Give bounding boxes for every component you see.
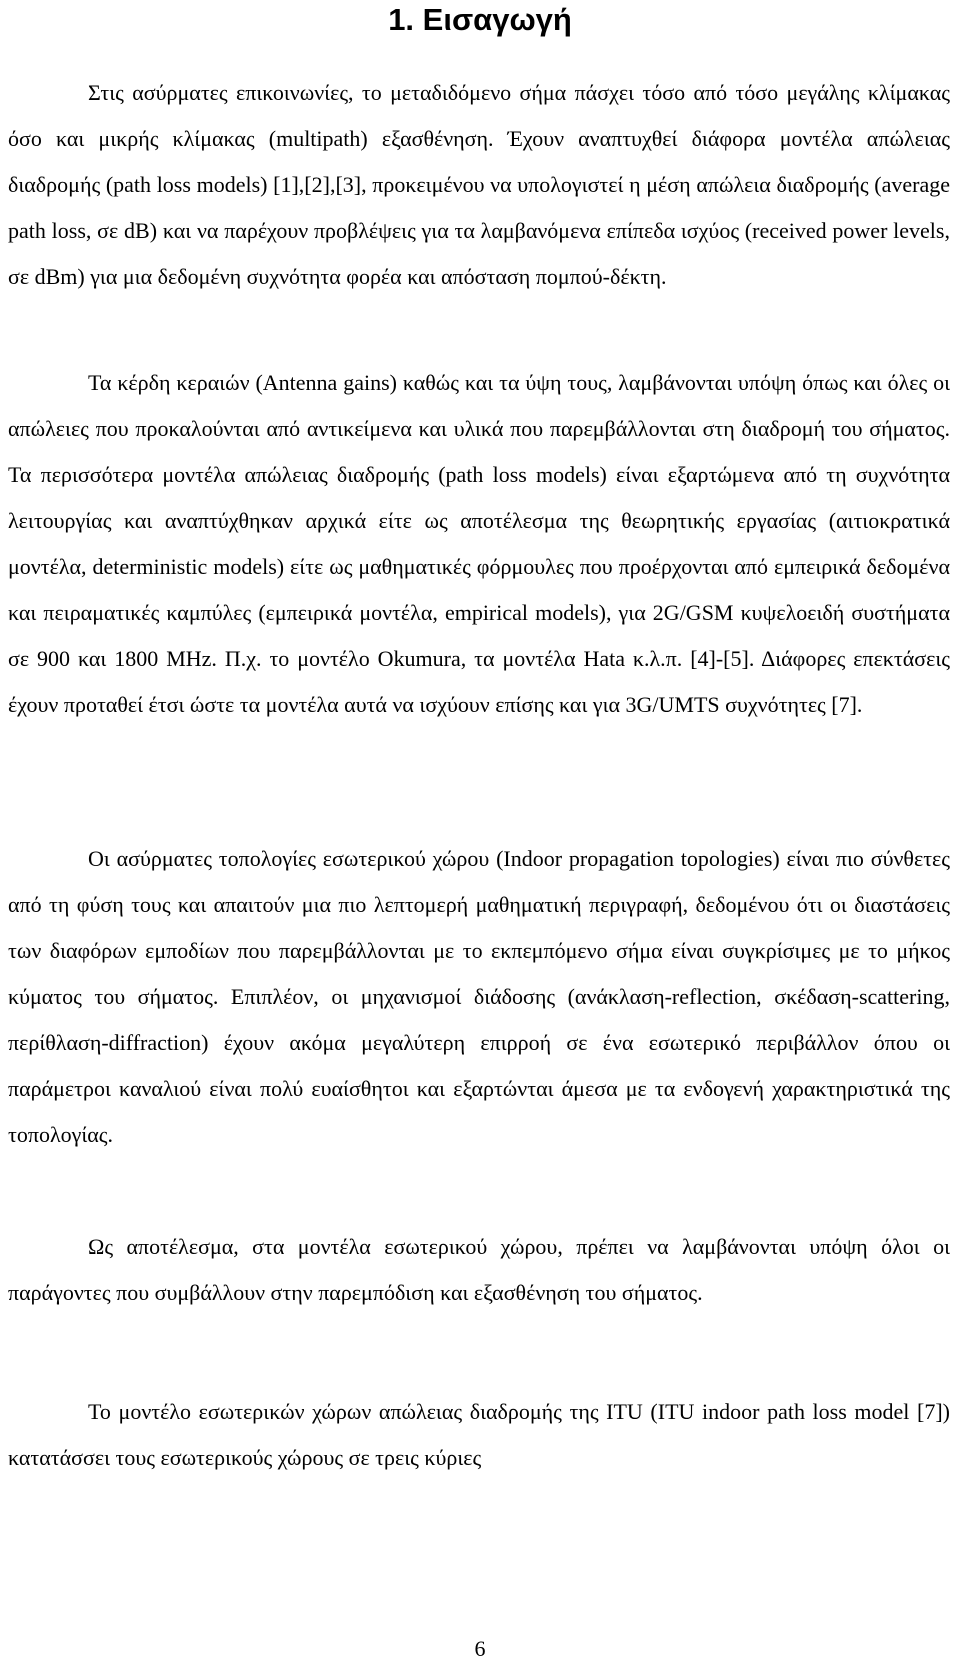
paragraph-indoor-topologies: Οι ασύρματες τοπολογίες εσωτερικού χώρου (Indoor propagation topologies) είναι πιο σύνθετες από τη φύση τους και απαιτούν μια πιο λεπτομερή μαθηματική περιγραφή, δεδομένου ότι οι διαστάσεις των διαφόρων εμποδίων που παρεμβάλλονται με το εκπεμπόμενο σήμα είναι συγκρίσιμες με το μήκος κύματος του σήματος. Επιπλέον, οι μηχανισμοί διάδοσης (ανάκλαση-reflection, σκέδαση-scattering, περίθλαση-diffraction) έχουν ακόμα μεγαλύτερη επιρροή σε ένα εσωτερικό περιβάλλον όπου οι παράμετροι καναλιού είναι πολύ ευαίσθητοι και εξαρτώνται άμεσα με τα ενδογενή χαρακτηριστικά της τοπολογίας. — [8, 846, 950, 1147]
paragraph-wireless-path-loss: Στις ασύρματες επικοινωνίες, το μεταδιδόμενο σήμα πάσχει τόσο από τόσο μεγάλης κλίμακας όσο και μικρής κλίμακας (multipath) εξασθένηση. Έχουν αναπτυχθεί διάφορα μοντέλα απώλειας διαδρομής (path loss models) [1],[2],[3], προκειμένου να υπολογιστεί η μέση απώλεια διαδρομής (average path loss, σε dB) και να παρέχουν προβλέψεις για τα λαμβανόμενα επίπεδα ισχύος (received power levels, σε dBm) για μια δεδομένη συχνότητα φορέα και απόσταση πομπού-δέκτη. — [8, 80, 950, 289]
section-title: 1. Εισαγωγή — [388, 2, 572, 37]
paragraph-indoor-models-result: Ως αποτέλεσμα, στα μοντέλα εσωτερικού χώρου, πρέπει να λαμβάνονται υπόψη όλοι οι παράγοντες που συμβάλλουν στην παρεμπόδιση και εξασθένηση του σήματος. — [8, 1234, 950, 1305]
paragraph-antenna-gains: Τα κέρδη κεραιών (Antenna gains) καθώς και τα ύψη τους, λαμβάνονται υπόψη όπως και όλες οι απώλειες που προκαλούνται από αντικείμενα και υλικά που παρεμβάλλονται στη διαδρομή του σήματος. Τα περισσότερα μοντέλα απώλειας διαδρομής (path loss models) είναι εξαρτώμενα από τη συχνότητα λειτουργίας και αναπτύχθηκαν αρχικά είτε ως αποτέλεσμα της θεωρητικής εργασίας (αιτιοκρατικά μοντέλα, deterministic models) είτε ως μαθηματικές φόρμουλες που προέρχονται από εμπειρικά δεδομένα και πειραματικές καμπύλες (εμπειρικά μοντέλα, empirical models), για 2G/GSM κυψελοειδή συστήματα σε 900 και 1800 MHz. Π.χ. το μοντέλο Okumura, τα μοντέλα Hata κ.λ.π. [4]-[5]. Διάφορες επεκτάσεις έχουν προταθεί έτσι ώστε τα μοντέλα αυτά να ισχύουν επίσης και για 3G/UMTS συχνότητες [7]. — [8, 370, 950, 717]
paragraph-itu-indoor-model: Το μοντέλο εσωτερικών χώρων απώλειας διαδρομής της ITU (ITU indoor path loss model [7]) κατατάσσει τους εσωτερικούς χώρους σε τρεις κύριες — [8, 1399, 950, 1470]
page-number: 6 — [474, 1636, 486, 1661]
